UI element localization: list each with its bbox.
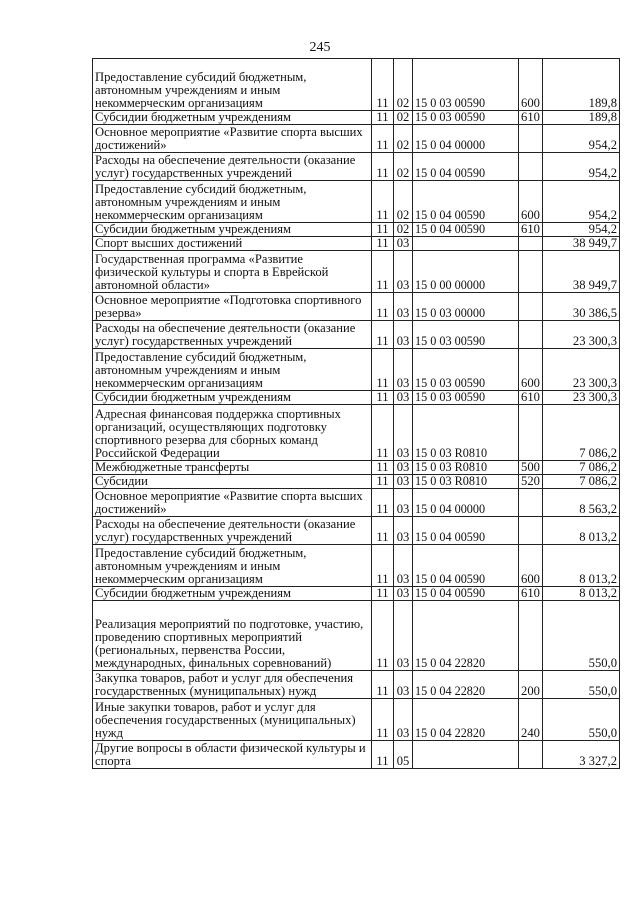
amount-cell: 189,8 — [543, 59, 620, 111]
section-code-cell: 11 — [372, 489, 394, 517]
table-row — [93, 489, 620, 517]
row-name-cell: Предоставление субсидий бюджетным, автономным учреждениям и иным некоммерческим организациям — [93, 545, 372, 587]
amount-cell: 8 013,2 — [543, 517, 620, 545]
section-code-cell: 11 — [372, 237, 394, 251]
page-number: 245 — [309, 40, 331, 55]
row-name-cell: Предоставление субсидий бюджетным, автономным учреждениям и иным некоммерческим организациям — [93, 181, 372, 223]
section-code-cell: 11 — [372, 293, 394, 321]
amount-cell: 550,0 — [543, 671, 620, 699]
amount-cell: 954,2 — [543, 153, 620, 181]
amount-cell: 23 300,3 — [543, 391, 620, 405]
table-row — [93, 59, 620, 111]
table-row — [93, 601, 620, 671]
table-row — [93, 153, 620, 181]
table-row — [93, 251, 620, 293]
target-article-code-cell: 15 0 03 00590 — [413, 111, 519, 125]
amount-cell: 8 013,2 — [543, 587, 620, 601]
table-row — [93, 671, 620, 699]
row-name-cell: Иные закупки товаров, работ и услуг для обеспечения государственных (муниципальных) нужд — [93, 699, 372, 741]
section-code-cell: 11 — [372, 59, 394, 111]
table-row — [93, 293, 620, 321]
row-name-cell: Межбюджетные трансферты — [93, 461, 372, 475]
amount-cell: 550,0 — [543, 699, 620, 741]
section-code-cell: 11 — [372, 223, 394, 237]
amount-cell: 7 086,2 — [543, 405, 620, 461]
expense-type-code-cell — [519, 601, 543, 671]
table-row — [93, 699, 620, 741]
row-name-cell: Расходы на обеспечение деятельности (оказание услуг) государственных учреждений — [93, 153, 372, 181]
subsection-code-cell: 03 — [394, 405, 413, 461]
section-code-cell: 11 — [372, 741, 394, 769]
expense-type-code-cell: 600 — [519, 349, 543, 391]
row-name-cell: Закупка товаров, работ и услуг для обеспечения государственных (муниципальных) нужд — [93, 671, 372, 699]
target-article-code-cell: 15 0 03 R0810 — [413, 461, 519, 475]
table-row — [93, 321, 620, 349]
section-code-cell: 11 — [372, 601, 394, 671]
table-row — [93, 181, 620, 223]
subsection-code-cell: 03 — [394, 461, 413, 475]
amount-cell: 8 013,2 — [543, 545, 620, 587]
row-name-cell: Субсидии бюджетным учреждениям — [93, 391, 372, 405]
expense-type-code-cell — [519, 293, 543, 321]
section-code-cell: 11 — [372, 545, 394, 587]
section-code-cell: 11 — [372, 251, 394, 293]
table-row — [93, 237, 620, 251]
expense-type-code-cell: 600 — [519, 545, 543, 587]
expense-type-code-cell: 600 — [519, 181, 543, 223]
target-article-code-cell: 15 0 03 00000 — [413, 293, 519, 321]
target-article-code-cell — [413, 237, 519, 251]
subsection-code-cell: 03 — [394, 489, 413, 517]
subsection-code-cell: 05 — [394, 741, 413, 769]
expense-type-code-cell — [519, 125, 543, 153]
row-name-cell: Спорт высших достижений — [93, 237, 372, 251]
expense-type-code-cell — [519, 517, 543, 545]
table-row — [93, 461, 620, 475]
row-name-cell: Субсидии бюджетным учреждениям — [93, 223, 372, 237]
table-row — [93, 475, 620, 489]
amount-cell: 7 086,2 — [543, 475, 620, 489]
expense-type-code-cell: 610 — [519, 111, 543, 125]
row-name-cell: Государственная программа «Развитие физической культуры и спорта в Еврейской автономной области» — [93, 251, 372, 293]
row-name-cell: Основное мероприятие «Подготовка спортивного резерва» — [93, 293, 372, 321]
section-code-cell: 11 — [372, 475, 394, 489]
subsection-code-cell: 02 — [394, 153, 413, 181]
target-article-code-cell: 15 0 04 22820 — [413, 671, 519, 699]
amount-cell: 3 327,2 — [543, 741, 620, 769]
expense-type-code-cell: 610 — [519, 391, 543, 405]
section-code-cell: 11 — [372, 391, 394, 405]
amount-cell: 38 949,7 — [543, 237, 620, 251]
subsection-code-cell: 03 — [394, 671, 413, 699]
expense-type-code-cell: 520 — [519, 475, 543, 489]
section-code-cell: 11 — [372, 587, 394, 601]
subsection-code-cell: 02 — [394, 125, 413, 153]
row-name-cell: Адресная финансовая поддержка спортивных организаций, осуществляющих подготовку спортивного резерва для сборных команд Российской Федерации — [93, 405, 372, 461]
target-article-code-cell: 15 0 03 00590 — [413, 59, 519, 111]
expense-type-code-cell — [519, 251, 543, 293]
table-row — [93, 545, 620, 587]
subsection-code-cell: 03 — [394, 699, 413, 741]
amount-cell: 954,2 — [543, 181, 620, 223]
expense-type-code-cell — [519, 489, 543, 517]
target-article-code-cell: 15 0 03 00590 — [413, 349, 519, 391]
row-name-cell: Другие вопросы в области физической культуры и спорта — [93, 741, 372, 769]
subsection-code-cell: 02 — [394, 181, 413, 223]
row-name-cell: Предоставление субсидий бюджетным, автономным учреждениям и иным некоммерческим организациям — [93, 59, 372, 111]
amount-cell: 8 563,2 — [543, 489, 620, 517]
section-code-cell: 11 — [372, 671, 394, 699]
target-article-code-cell: 15 0 04 22820 — [413, 601, 519, 671]
row-name-cell: Основное мероприятие «Развитие спорта высших достижений» — [93, 125, 372, 153]
subsection-code-cell: 03 — [394, 475, 413, 489]
target-article-code-cell: 15 0 04 00000 — [413, 125, 519, 153]
budget-table-body — [93, 59, 620, 769]
amount-cell: 7 086,2 — [543, 461, 620, 475]
target-article-code-cell: 15 0 04 00590 — [413, 181, 519, 223]
table-row — [93, 517, 620, 545]
target-article-code-cell: 15 0 03 00590 — [413, 321, 519, 349]
row-name-cell: Расходы на обеспечение деятельности (оказание услуг) государственных учреждений — [93, 321, 372, 349]
target-article-code-cell: 15 0 00 00000 — [413, 251, 519, 293]
section-code-cell: 11 — [372, 405, 394, 461]
section-code-cell: 11 — [372, 461, 394, 475]
expense-type-code-cell: 200 — [519, 671, 543, 699]
amount-cell: 954,2 — [543, 125, 620, 153]
subsection-code-cell: 03 — [394, 251, 413, 293]
subsection-code-cell: 02 — [394, 59, 413, 111]
subsection-code-cell: 03 — [394, 293, 413, 321]
budget-table — [92, 58, 620, 769]
subsection-code-cell: 03 — [394, 321, 413, 349]
target-article-code-cell: 15 0 04 00590 — [413, 517, 519, 545]
target-article-code-cell: 15 0 03 00590 — [413, 391, 519, 405]
table-row — [93, 391, 620, 405]
section-code-cell: 11 — [372, 153, 394, 181]
target-article-code-cell: 15 0 04 00000 — [413, 489, 519, 517]
expense-type-code-cell — [519, 321, 543, 349]
amount-cell: 30 386,5 — [543, 293, 620, 321]
subsection-code-cell: 02 — [394, 111, 413, 125]
row-name-cell: Субсидии — [93, 475, 372, 489]
target-article-code-cell — [413, 741, 519, 769]
amount-cell: 954,2 — [543, 223, 620, 237]
row-name-cell: Расходы на обеспечение деятельности (оказание услуг) государственных учреждений — [93, 517, 372, 545]
expense-type-code-cell — [519, 237, 543, 251]
expense-type-code-cell: 610 — [519, 223, 543, 237]
target-article-code-cell: 15 0 04 00590 — [413, 545, 519, 587]
amount-cell: 189,8 — [543, 111, 620, 125]
expense-type-code-cell: 240 — [519, 699, 543, 741]
subsection-code-cell: 02 — [394, 223, 413, 237]
row-name-cell: Предоставление субсидий бюджетным, автономным учреждениям и иным некоммерческим организациям — [93, 349, 372, 391]
section-code-cell: 11 — [372, 517, 394, 545]
table-row — [93, 741, 620, 769]
row-name-cell: Реализация мероприятий по подготовке, участию, проведению спортивных мероприятий (региональных, первенства России, международных, финальных соревнований) — [93, 601, 372, 671]
subsection-code-cell: 03 — [394, 587, 413, 601]
table-row — [93, 405, 620, 461]
amount-cell: 23 300,3 — [543, 349, 620, 391]
target-article-code-cell: 15 0 03 R0810 — [413, 475, 519, 489]
target-article-code-cell: 15 0 04 22820 — [413, 699, 519, 741]
section-code-cell: 11 — [372, 699, 394, 741]
table-row — [93, 587, 620, 601]
subsection-code-cell: 03 — [394, 349, 413, 391]
expense-type-code-cell: 600 — [519, 59, 543, 111]
subsection-code-cell: 03 — [394, 601, 413, 671]
amount-cell: 38 949,7 — [543, 251, 620, 293]
target-article-code-cell: 15 0 03 R0810 — [413, 405, 519, 461]
row-name-cell: Субсидии бюджетным учреждениям — [93, 587, 372, 601]
target-article-code-cell: 15 0 04 00590 — [413, 223, 519, 237]
row-name-cell: Субсидии бюджетным учреждениям — [93, 111, 372, 125]
expense-type-code-cell — [519, 741, 543, 769]
table-row — [93, 349, 620, 391]
amount-cell: 23 300,3 — [543, 321, 620, 349]
table-row — [93, 125, 620, 153]
section-code-cell: 11 — [372, 349, 394, 391]
subsection-code-cell: 03 — [394, 517, 413, 545]
section-code-cell: 11 — [372, 181, 394, 223]
table-row — [93, 111, 620, 125]
subsection-code-cell: 03 — [394, 391, 413, 405]
section-code-cell: 11 — [372, 321, 394, 349]
table-row — [93, 223, 620, 237]
section-code-cell: 11 — [372, 111, 394, 125]
subsection-code-cell: 03 — [394, 545, 413, 587]
target-article-code-cell: 15 0 04 00590 — [413, 153, 519, 181]
expense-type-code-cell: 610 — [519, 587, 543, 601]
amount-cell: 550,0 — [543, 601, 620, 671]
subsection-code-cell: 03 — [394, 237, 413, 251]
section-code-cell: 11 — [372, 125, 394, 153]
row-name-cell: Основное мероприятие «Развитие спорта высших достижений» — [93, 489, 372, 517]
expense-type-code-cell — [519, 405, 543, 461]
expense-type-code-cell: 500 — [519, 461, 543, 475]
target-article-code-cell: 15 0 04 00590 — [413, 587, 519, 601]
expense-type-code-cell — [519, 153, 543, 181]
